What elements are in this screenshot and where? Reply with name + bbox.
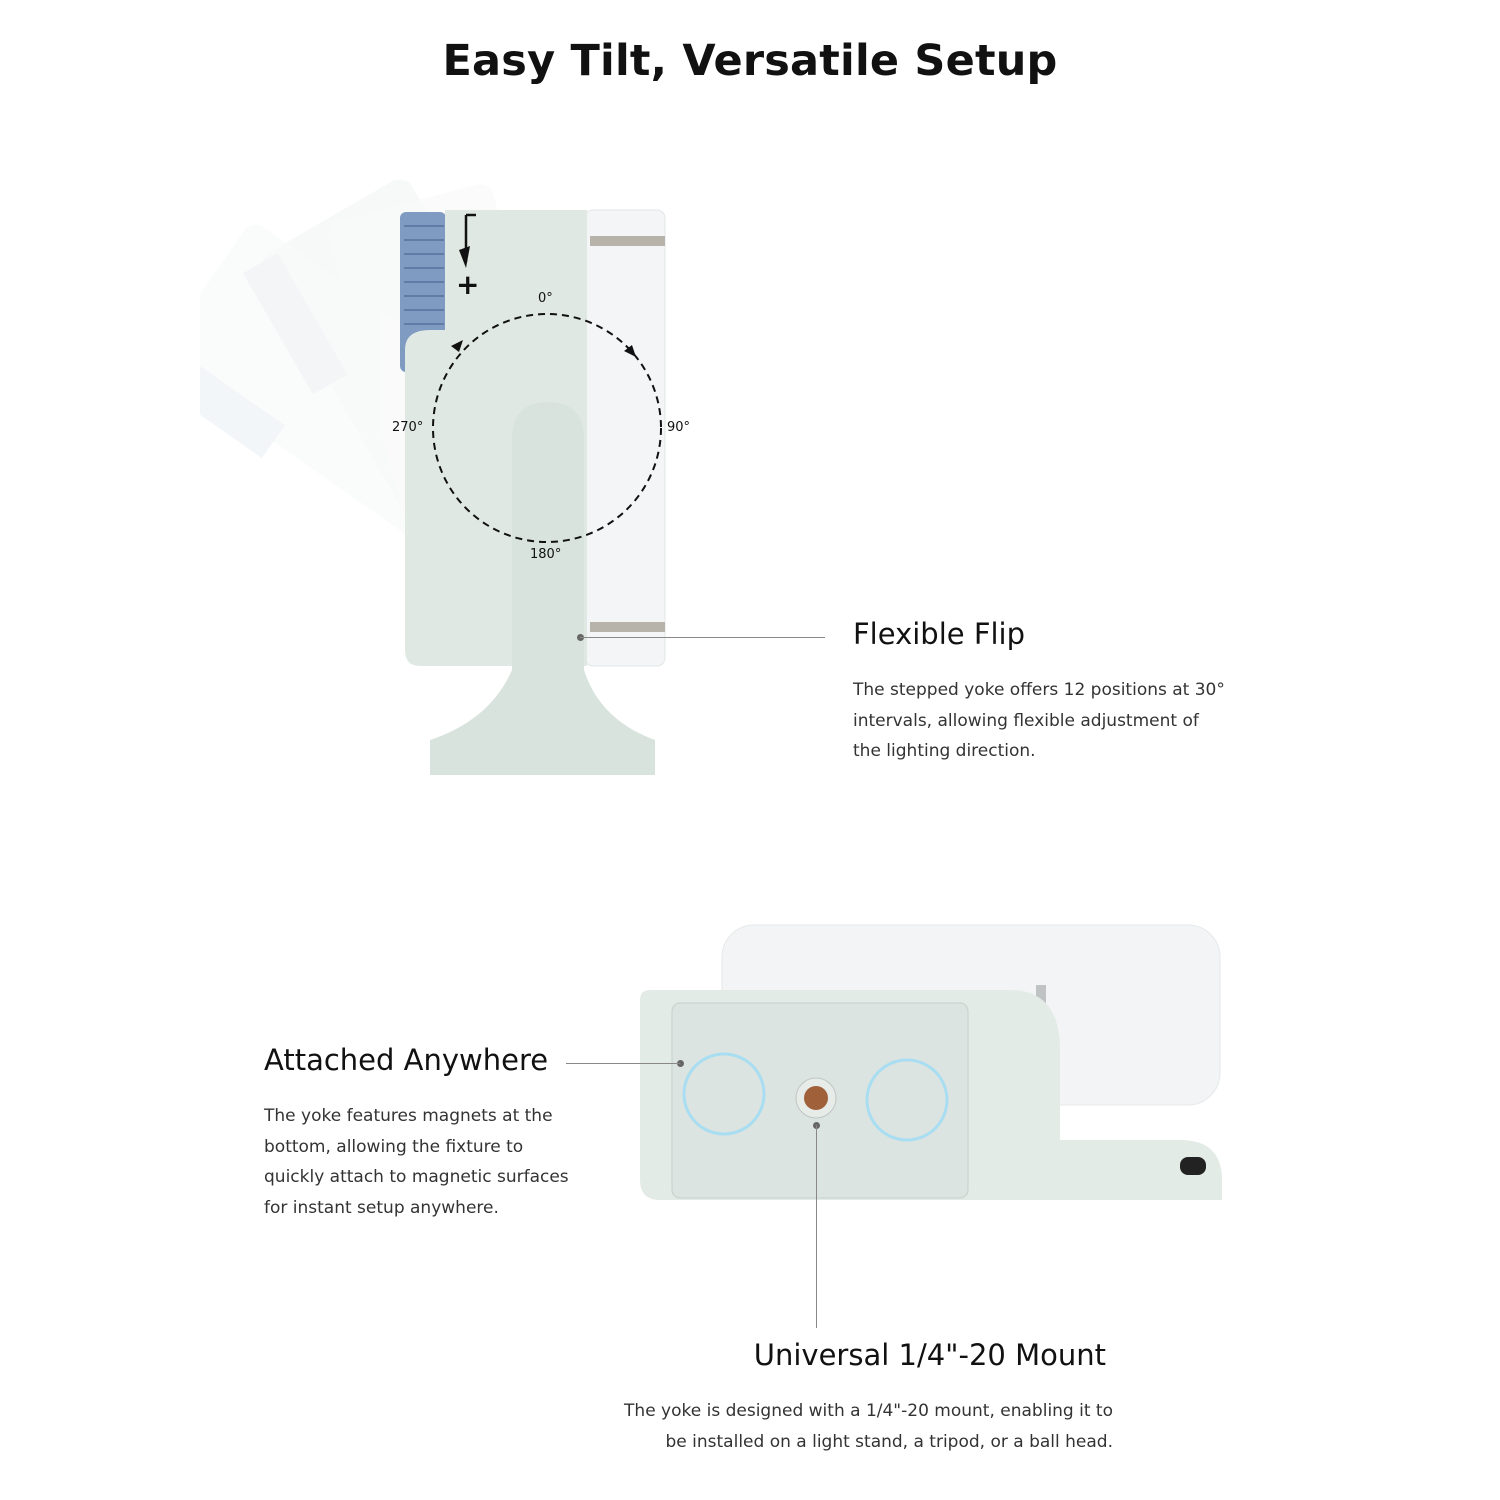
feature-title: Attached Anywhere	[264, 1043, 549, 1077]
feature-line: intervals, allowing flexible adjustment of	[853, 710, 1199, 731]
dial-label-0: 0°	[538, 291, 553, 306]
feature-title: Flexible Flip	[853, 617, 1026, 651]
mount-product-illustration	[630, 920, 1230, 1220]
feature-line: quickly attach to magnetic surfaces	[264, 1167, 569, 1188]
feature-attached-anywhere	[264, 1043, 569, 1224]
callout-line-attached	[566, 1063, 680, 1064]
feature-line: be installed on a light stand, a tripod, or a ball head.	[665, 1431, 1113, 1452]
dial-label-180: 180°	[530, 547, 562, 562]
feature-line: The stepped yoke offers 12 positions at 30°	[853, 680, 1225, 700]
feature-line: for instant setup anywhere.	[264, 1198, 499, 1219]
feature-title: Universal 1/4"-20 Mount	[753, 1338, 1106, 1372]
dial-label-90: 90°	[667, 420, 691, 435]
page-title: Easy Tilt, Versatile Setup	[442, 36, 1058, 86]
callout-line-mount	[816, 1125, 817, 1328]
feature-flexible-flip	[853, 617, 1225, 767]
feature-universal-mount	[413, 1338, 1113, 1457]
tilt-product-illustration	[200, 180, 700, 790]
plus-sign: +	[456, 268, 480, 301]
dial-label-270: 270°	[392, 420, 424, 435]
feature-line: The yoke features magnets at the	[264, 1106, 553, 1126]
feature-line: bottom, allowing the fixture to	[264, 1136, 524, 1157]
feature-line: The yoke is designed with a 1/4"-20 mount, enabling it to	[624, 1401, 1113, 1421]
callout-line-flip	[580, 637, 825, 638]
feature-line: the lighting direction.	[853, 741, 1036, 762]
